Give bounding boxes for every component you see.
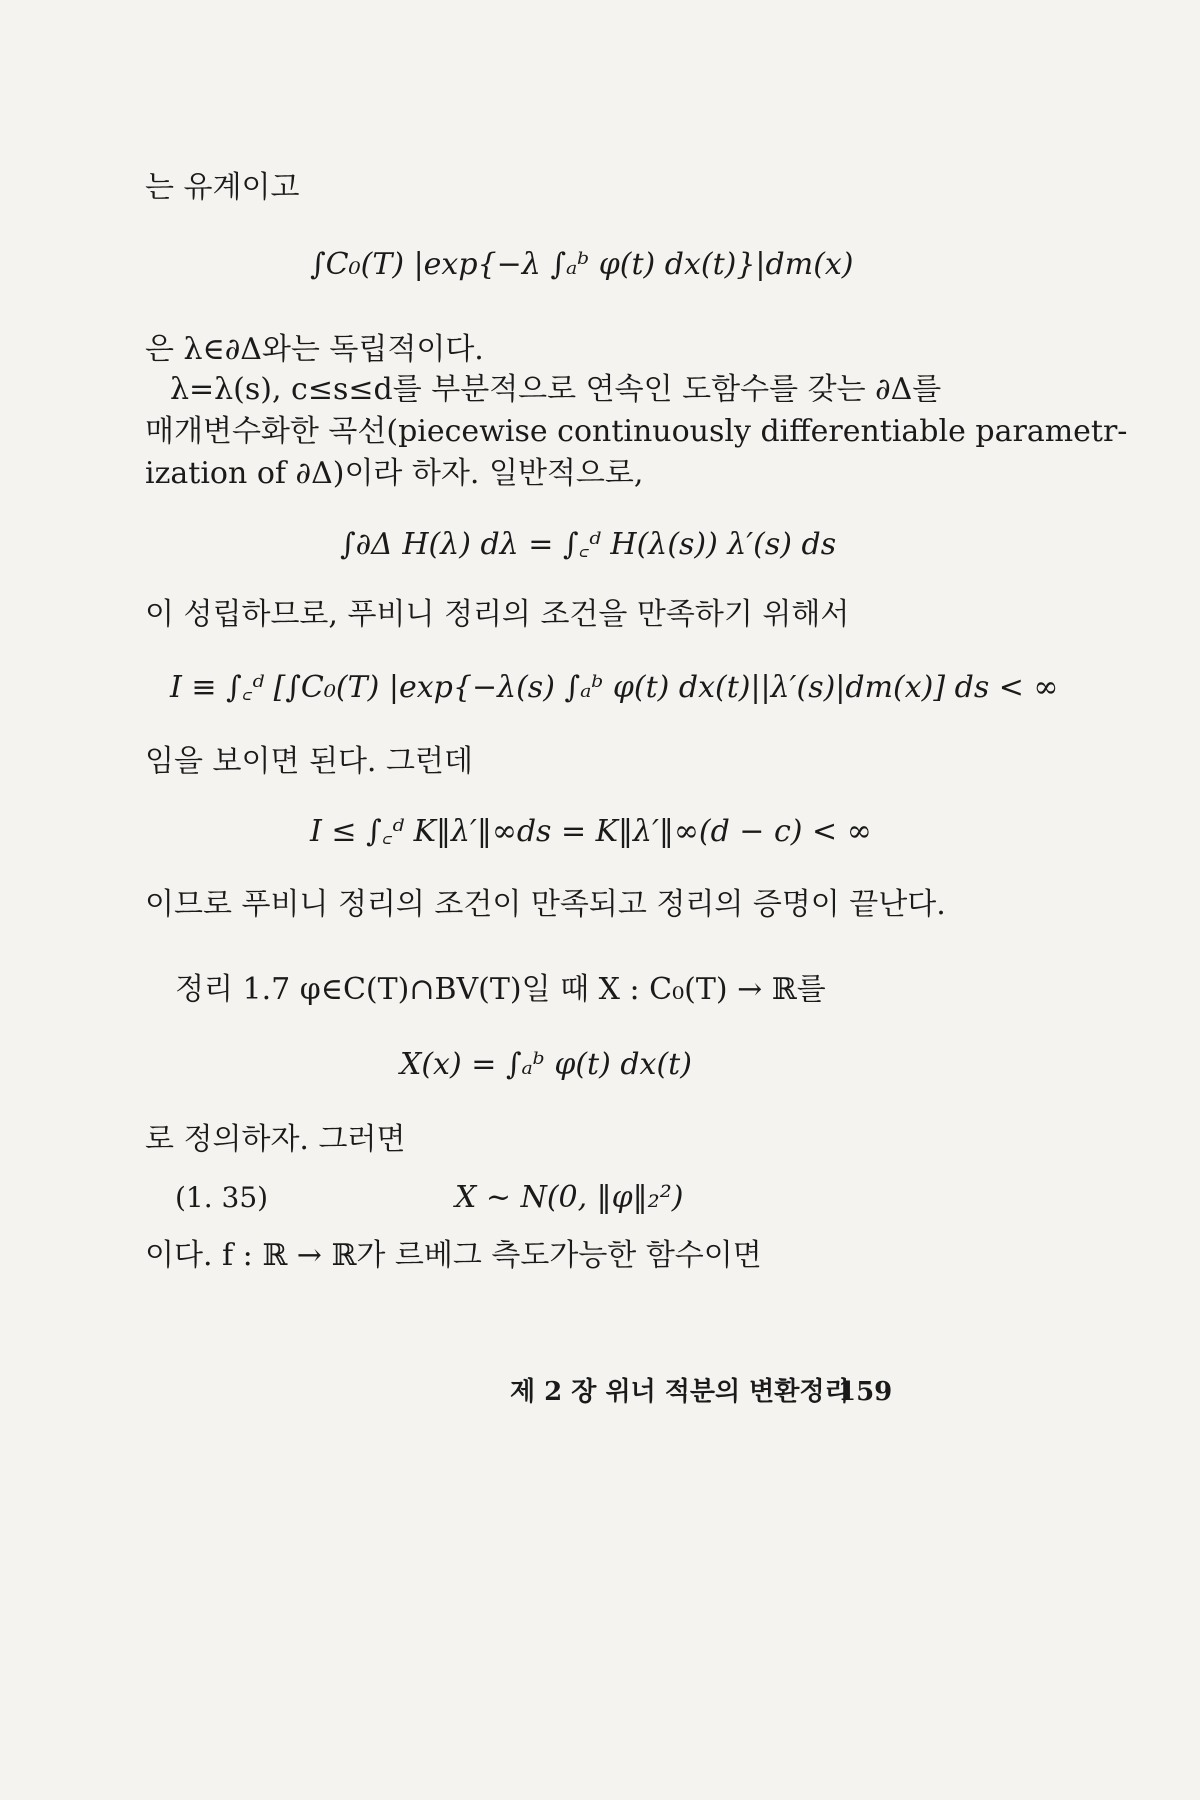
equation-2: ∫∂Δ H(λ) dλ = ∫꜀ᵈ H(λ(s)) λ′(s) ds (340, 527, 837, 562)
text-line-7: 임을 보이면 된다. 그런데 (145, 744, 473, 779)
text-line-3: λ=λ(s), c≤s≤d를 부분적으로 연속인 도함수를 갖는 ∂Δ를 (170, 372, 942, 407)
text-line-8: 이므로 푸비니 정리의 조건이 만족되고 정리의 증명이 끝난다. (145, 887, 946, 922)
text-line-6: 이 성립하므로, 푸비니 정리의 조건을 만족하기 위해서 (145, 597, 850, 632)
page-number: 159 (838, 1377, 893, 1407)
equation-4: I ≤ ∫꜀ᵈ K‖λ′‖∞ds = K‖λ′‖∞(d − c) < ∞ (310, 814, 872, 849)
theorem-statement: 정리 1.7 φ∈C(T)∩BV(T)일 때 X : C₀(T) → ℝ를 (175, 972, 826, 1007)
footer-chapter-title: 제 2 장 위너 적분의 변환정리 (510, 1377, 850, 1407)
equation-3: I ≡ ∫꜀ᵈ [∫C₀(T) |exp{−λ(s) ∫ₐᵇ φ(t) dx(t)||λ′(s)|dm(x)] ds < ∞ (170, 670, 1059, 705)
equation-6: X ~ N(0, ‖φ‖₂²) (455, 1180, 684, 1215)
text-line-4: 매개변수화한 곡선(piecewise continuously differentiable parametr- (145, 414, 1128, 449)
equation-5: X(x) = ∫ₐᵇ φ(t) dx(t) (400, 1047, 692, 1082)
text-line-9: 로 정의하자. 그러면 (145, 1122, 406, 1157)
text-line-1: 는 유계이고 (145, 170, 300, 205)
equation-1: ∫C₀(T) |exp{−λ ∫ₐᵇ φ(t) dx(t)}|dm(x) (310, 247, 854, 282)
equation-number: (1. 35) (175, 1181, 269, 1214)
text-line-5: ization of ∂Δ)이라 하자. 일반적으로, (145, 456, 644, 491)
text-line-10: 이다. f : ℝ → ℝ가 르베그 측도가능한 함수이면 (145, 1238, 762, 1273)
text-line-2: 은 λ∈∂Δ와는 독립적이다. (145, 332, 484, 367)
